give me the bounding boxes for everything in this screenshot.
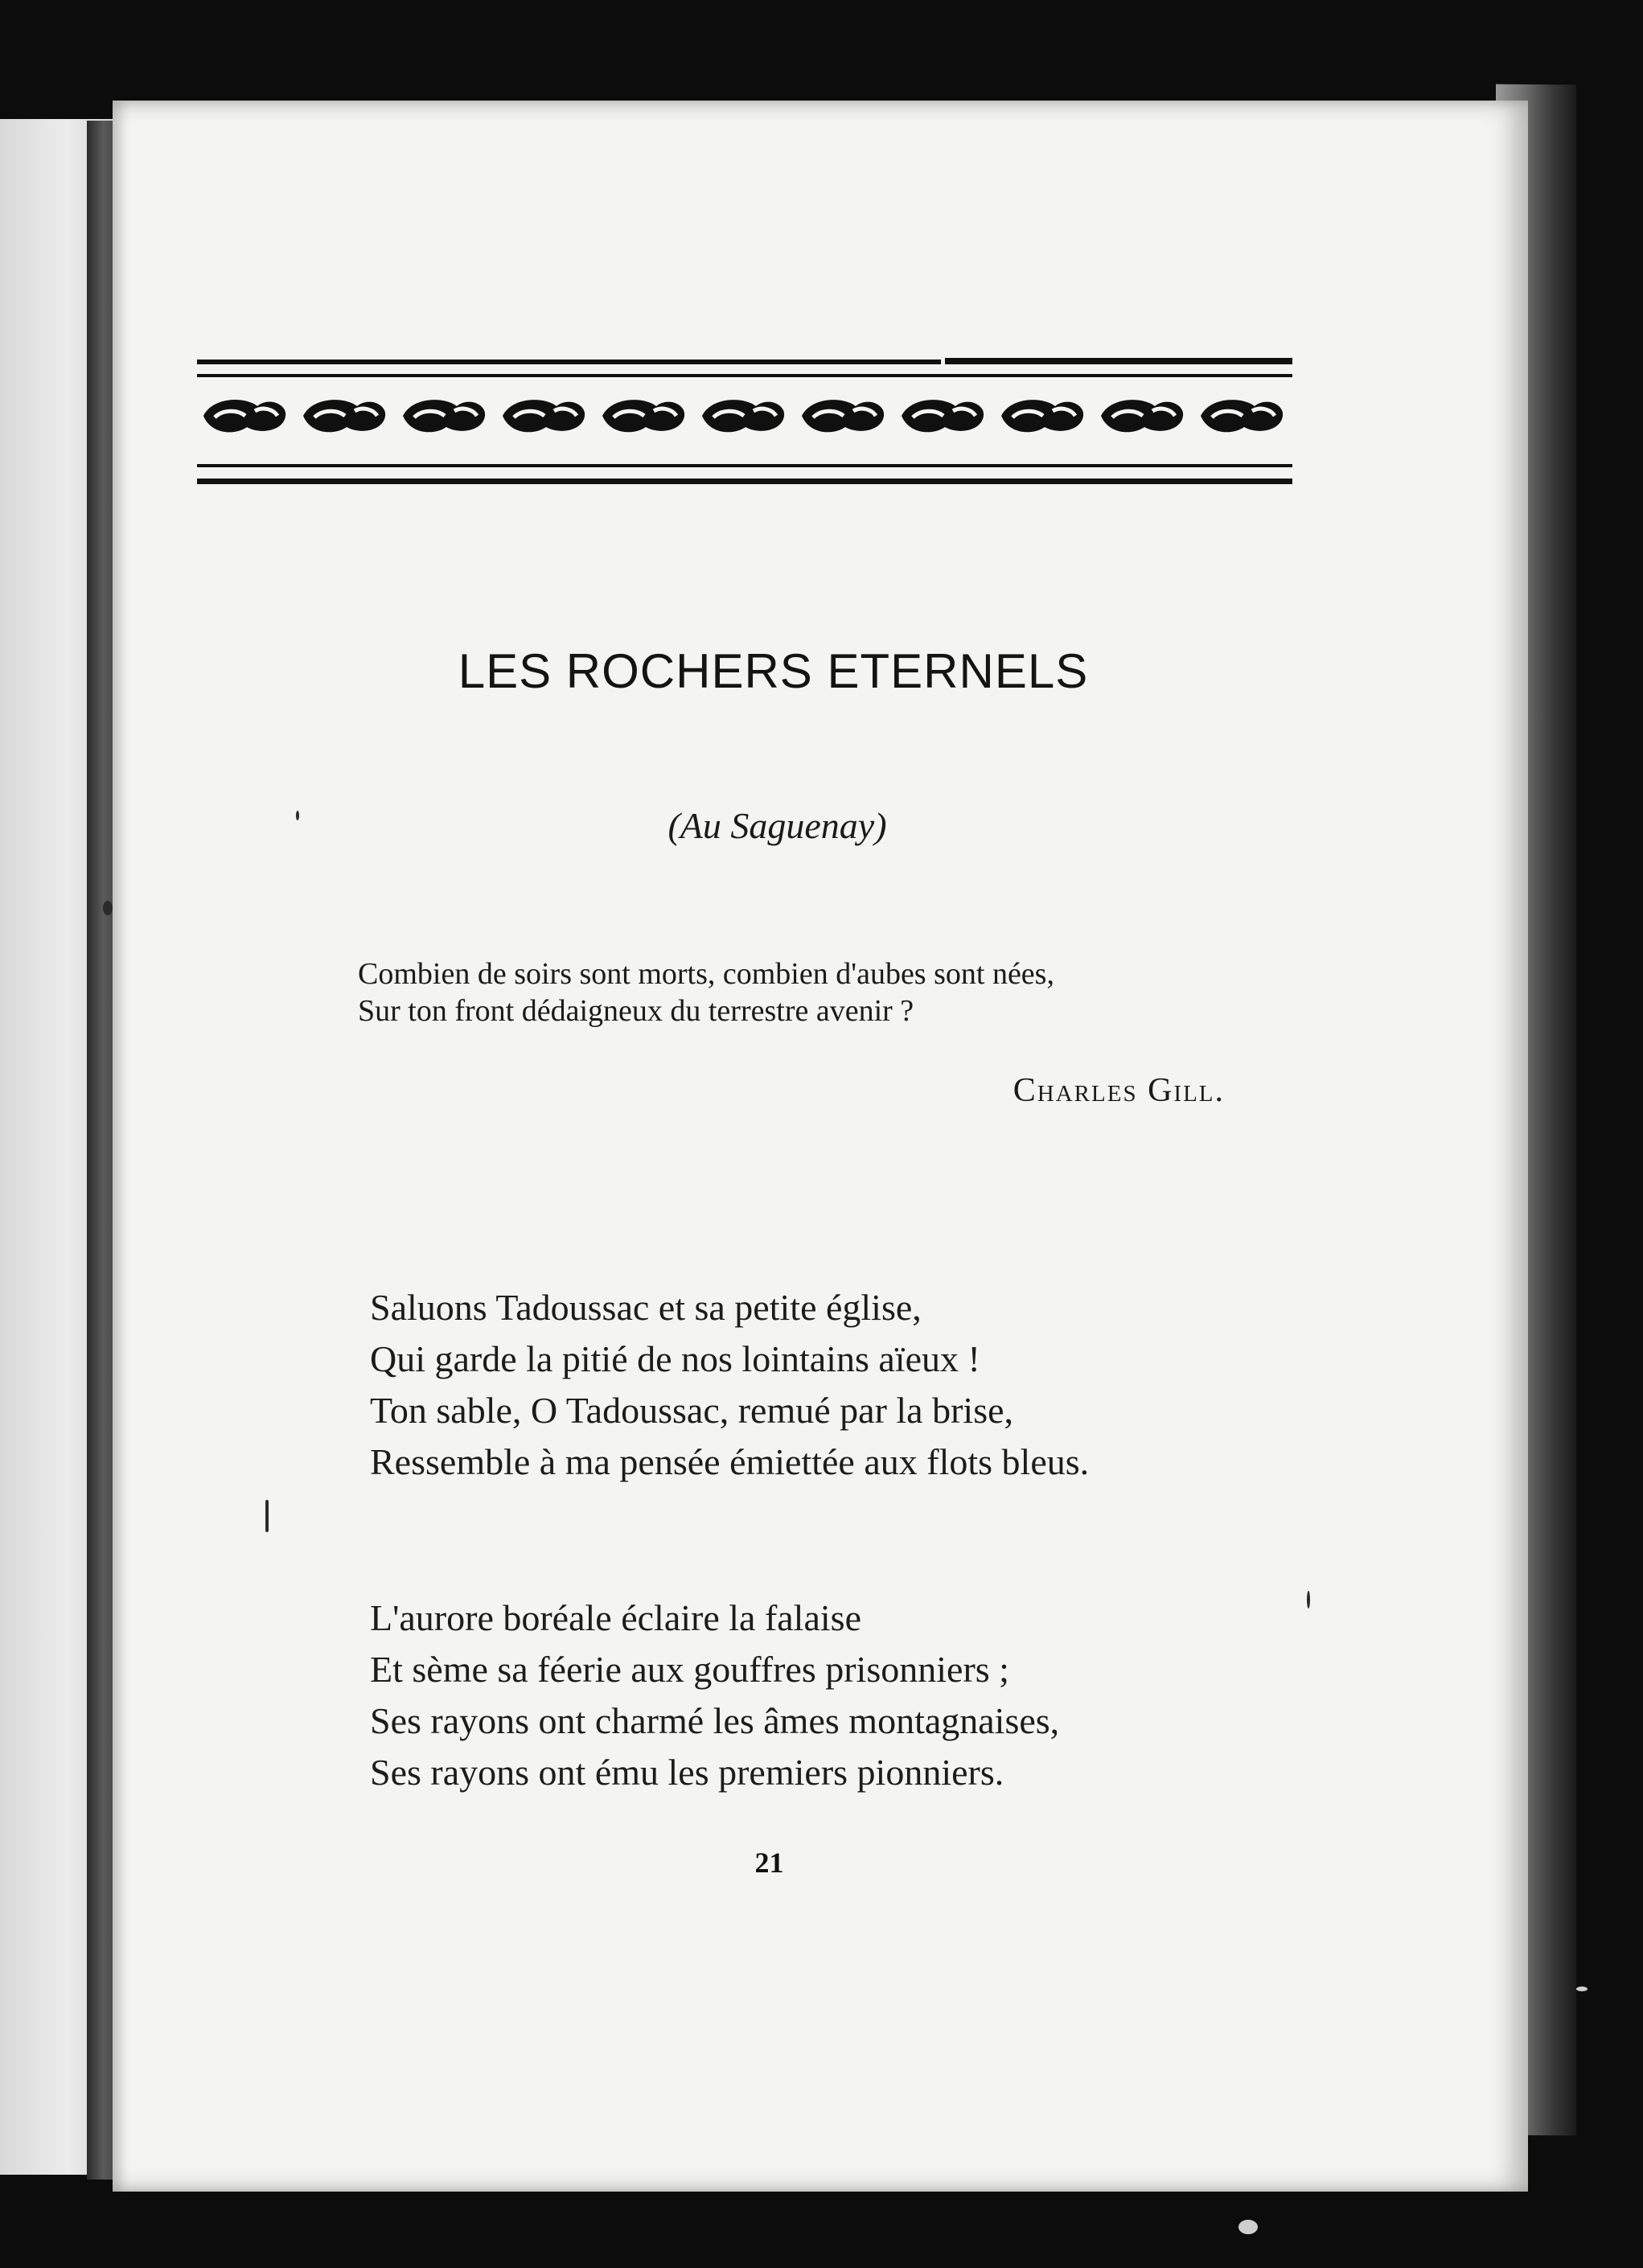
stanza-2 xyxy=(370,1592,1059,1798)
stanza-1 xyxy=(370,1282,1089,1488)
verse-line: Ses rayons ont ému les premiers pionniers. xyxy=(370,1752,1004,1793)
page-number: 21 xyxy=(754,1847,784,1879)
epigraph xyxy=(358,955,1054,1029)
poem-title: LES ROCHERS ETERNELS xyxy=(458,644,1089,698)
verse-line: Qui garde la pitié de nos lointains aïeux ! xyxy=(370,1338,980,1379)
ornamental-header-band xyxy=(197,358,1292,503)
dust-speck xyxy=(1307,1591,1310,1609)
dust-speck xyxy=(1238,2220,1258,2234)
dust-speck xyxy=(1576,1987,1588,1991)
dust-speck xyxy=(265,1500,269,1532)
verse-line: L'aurore boréale éclaire la falaise xyxy=(370,1597,861,1638)
dust-speck xyxy=(103,901,113,915)
dust-speck xyxy=(296,811,299,820)
verse-line: Saluons Tadoussac et sa petite église, xyxy=(370,1287,922,1328)
epigraph-attribution: Charles Gill. xyxy=(1012,1072,1225,1109)
epigraph-line: Combien de soirs sont morts, combien d'aubes sont nées, xyxy=(358,957,1054,991)
epigraph-line: Sur ton front dédaigneux du terrestre avenir ? xyxy=(358,994,914,1028)
verse-line: Ressemble à ma pensée émiettée aux flots bleus. xyxy=(370,1441,1090,1482)
poem-subtitle: (Au Saguenay) xyxy=(667,805,887,846)
verse-line: Et sème sa féerie aux gouffres prisonniers ; xyxy=(370,1649,1009,1690)
verse-line: Ses rayons ont charmé les âmes montagnaises, xyxy=(370,1700,1060,1741)
verse-line: Ton sable, O Tadoussac, remué par la brise, xyxy=(370,1390,1014,1431)
